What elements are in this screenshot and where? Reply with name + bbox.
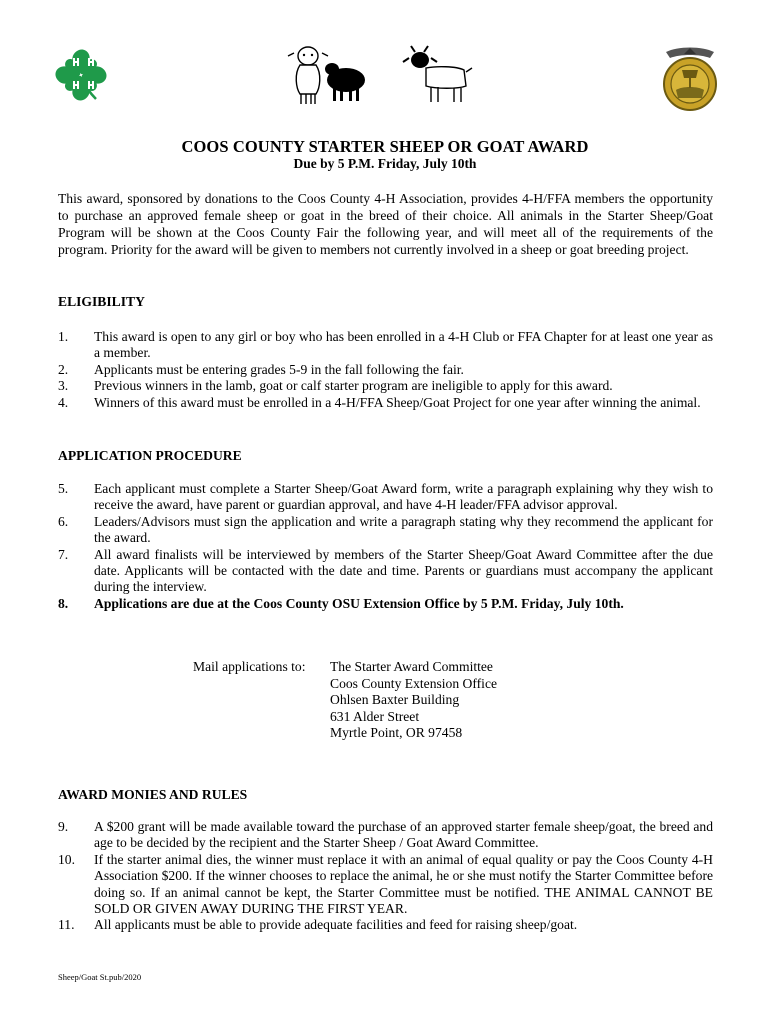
item-number: 2.	[58, 361, 69, 377]
item-text: If the starter animal dies, the winner must replace it with an animal of equal quality or pay the Coos County 4-H Association $200. If the winner chooses to replace the animal, he or she must notify the Starter Committee before doing so. If an animal cannot be kept, the Starter Committee must be notified. THE ANIMAL CANNOT BE SOLD OR GIVEN AWAY DURING THE FIRST YEAR.	[94, 851, 713, 917]
mail-address	[330, 659, 497, 742]
item-number: 3.	[58, 378, 69, 394]
list-item	[58, 917, 713, 933]
list-item	[58, 852, 713, 918]
item-number: 1.	[58, 329, 69, 344]
item-number: 5.	[58, 481, 69, 496]
mail-label: Mail applications to:	[193, 659, 306, 674]
sheep-and-goat-icon	[286, 44, 476, 106]
item-number: 6.	[58, 513, 69, 529]
list-item	[58, 819, 713, 852]
item-text: Applicants must be entering grades 5-9 in the fall following the fair.	[94, 361, 464, 377]
mailing-address-block	[193, 659, 497, 742]
eligibility-list	[58, 329, 713, 411]
item-number: 7.	[58, 546, 69, 562]
4-h-clover-icon	[52, 46, 110, 104]
address-line: 631 Alder Street	[330, 708, 420, 724]
item-text: All applicants must be able to provide adequate facilities and feed for raising sheep/goat.	[94, 917, 578, 933]
due-date-subtitle: Due by 5 P.M. Friday, July 10th	[293, 156, 477, 171]
procedure-heading: APPLICATION PROCEDURE	[58, 448, 242, 463]
list-item	[58, 596, 713, 612]
address-line: Ohlsen Baxter Building	[330, 692, 460, 708]
awards-heading: AWARD MONIES AND RULES	[58, 787, 248, 802]
item-text: This award is open to any girl or boy who has been enrolled in a 4-H Club or FFA Chapter for at least one year as a member.	[94, 329, 713, 361]
item-number: 8.	[58, 595, 69, 611]
list-item	[58, 395, 713, 411]
ffa-emblem-icon	[660, 44, 720, 114]
item-text: All award finalists will be interviewed by members of the Starter Sheep/Goat Award Committee after the due date. Applicants will be contacted with the date and time. Parents or guardians must accompany the applicant during the interview.	[94, 546, 713, 595]
list-item	[58, 514, 713, 547]
item-text: Each applicant must complete a Starter Sheep/Goat Award form, write a paragraph explaining why they wish to receive the award, have parent or guardian approval, and have 4-H leader/FFA advisor approval.	[94, 481, 713, 513]
address-line: Coos County Extension Office	[330, 675, 498, 691]
procedure-list	[58, 481, 713, 612]
intro-paragraph: This award, sponsored by donations to the Coos County 4-H Association, provides 4-H/FFA members the opportunity to purchase an approved female sheep or goat in the breed of their choice. All animals in the Starter Sheep/Goat Program will be shown at the Coos County Fair the following year, and will meet all of the requirements of the program. Priority for the award will be given to members not currently involved in a sheep or goat breeding project.	[58, 191, 713, 257]
list-item	[58, 378, 713, 394]
item-text: Applications are due at the Coos County OSU Extension Office by 5 P.M. Friday, July 10th.	[94, 595, 624, 611]
list-item	[58, 362, 713, 378]
page-title: COOS COUNTY STARTER SHEEP OR GOAT AWARD	[181, 137, 589, 156]
list-item	[58, 481, 713, 514]
item-text: Winners of this award must be enrolled in a 4-H/FFA Sheep/Goat Project for one year after winning the animal.	[94, 394, 701, 410]
footer-note: Sheep/Goat St.pub/2020	[58, 972, 142, 982]
item-text: Previous winners in the lamb, goat or calf starter program are ineligible to apply for this award.	[94, 378, 613, 394]
list-item	[58, 547, 713, 596]
address-line: Myrtle Point, OR 97458	[330, 725, 463, 741]
awards-list	[58, 819, 713, 934]
item-number: 11.	[58, 917, 75, 933]
item-text: Leaders/Advisors must sign the application and write a paragraph stating why they recommend the applicant for the award.	[94, 513, 713, 546]
item-text: A $200 grant will be made available toward the purchase of an approved starter female sheep/goat, the breed and age to be decided by the recipient and the Starter Sheep / Goat Award Committee.	[94, 819, 713, 851]
list-item	[58, 329, 713, 362]
address-line: The Starter Award Committee	[330, 659, 493, 674]
eligibility-heading: ELIGIBILITY	[58, 294, 145, 309]
item-number: 10.	[58, 851, 75, 867]
item-number: 9.	[58, 819, 69, 834]
item-number: 4.	[58, 394, 69, 410]
